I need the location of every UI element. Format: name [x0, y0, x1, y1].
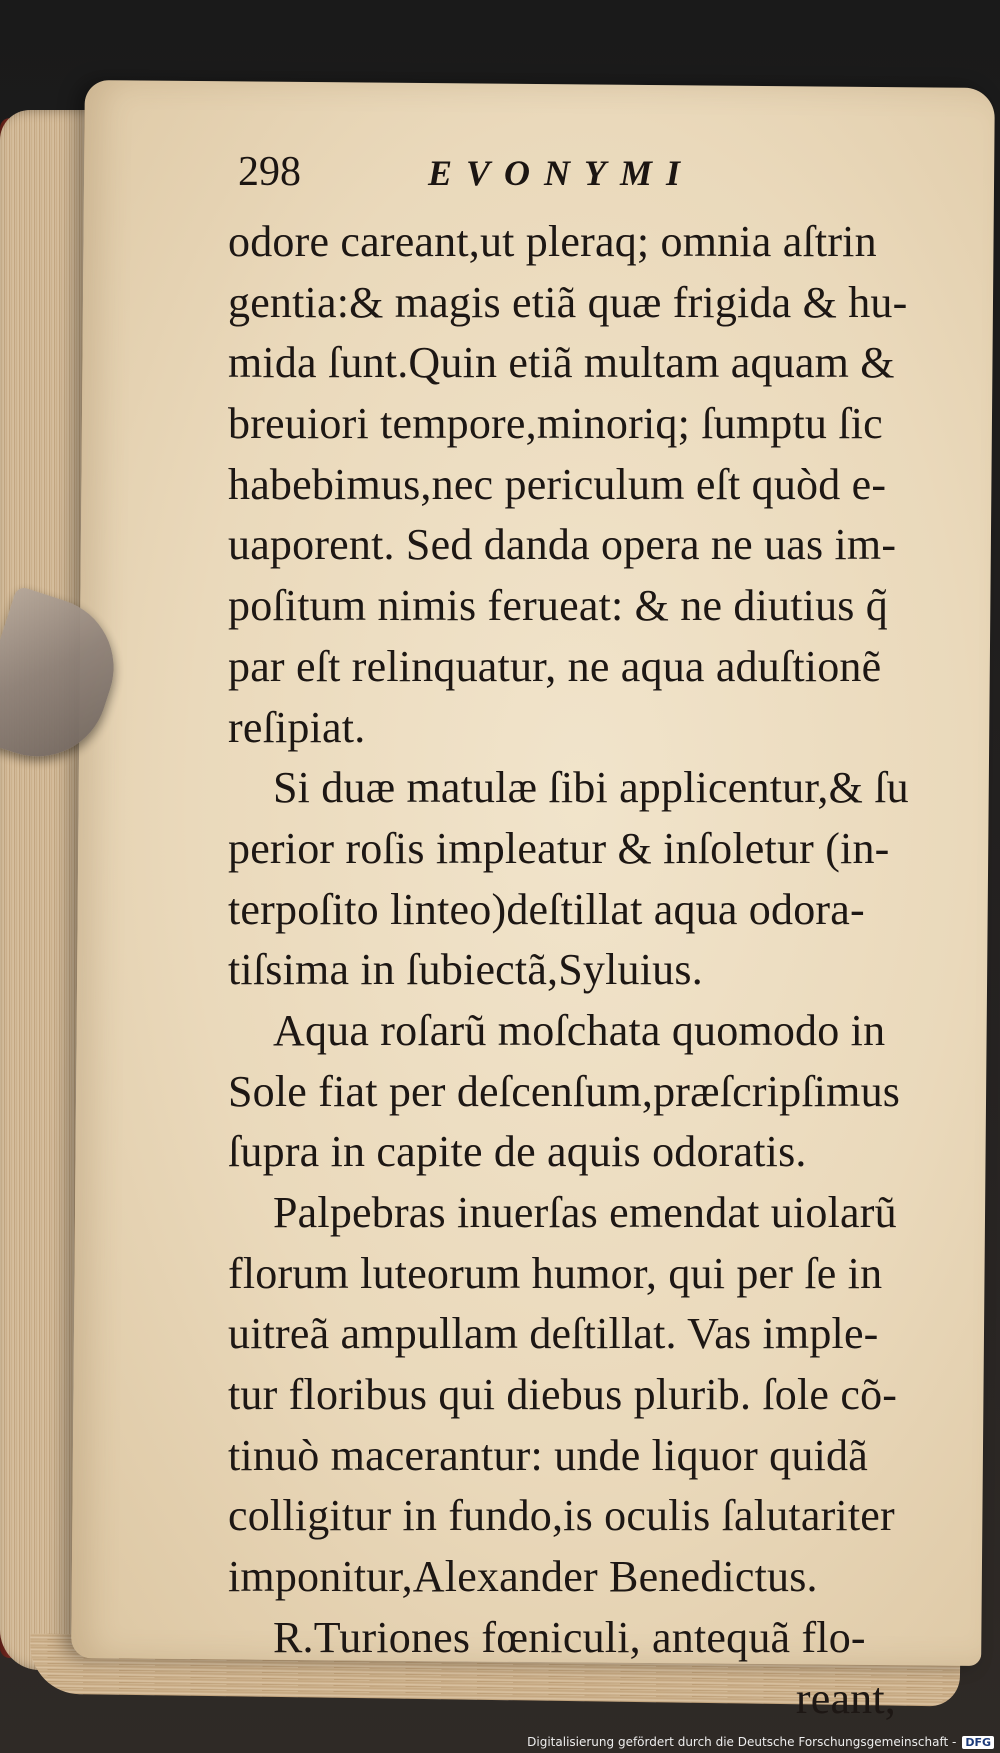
digitization-credit — [527, 1735, 994, 1749]
dfg-logo: DFG — [962, 1736, 994, 1749]
text-line: reſipiat. — [228, 702, 366, 752]
text-line: colligitur in fundo,is oculis ſalutariter — [228, 1491, 895, 1541]
body-text — [228, 212, 928, 1729]
text-line: florum luteorum humor, qui per ſe in — [228, 1248, 883, 1298]
text-line: Palpebras inuerſas emendat uiolarũ — [273, 1188, 897, 1237]
page-number: 298 — [238, 149, 301, 195]
text-line: terpoſito linteo)deſtillat aqua odora- — [228, 884, 865, 934]
text-line: R.Turiones fœniculi, antequã flo- — [273, 1612, 866, 1662]
text-line: tinuò macerantur: unde liquor quidã — [228, 1430, 868, 1480]
text-line: odore careant,ut pleraq; omnia aſtrin — [228, 217, 877, 266]
text-line: gentia:& magis etiã quæ frigida & hu- — [228, 277, 908, 327]
running-head: EVONYMI — [428, 153, 695, 193]
text-line: imponitur,Alexander Benedictus. — [228, 1552, 818, 1602]
catchword: reant, — [795, 1673, 896, 1723]
text-line: Si duæ matulæ ſibi applicentur,& ſu — [273, 763, 909, 813]
text-line: uaporent. Sed danda opera ne uas im- — [228, 520, 897, 570]
text-line: Aqua roſarũ moſchata quomodo in — [273, 1005, 886, 1055]
text-line: par eſt relinquatur, ne aqua aduſtionẽ — [228, 641, 882, 691]
text-line: habebimus,nec periculum eſt quòd e- — [228, 459, 887, 509]
text-line: poſitum nimis ferueat: & ne diutius q̃ — [228, 581, 888, 631]
text-line: tur floribus qui diebus plurib. ſole cõ- — [228, 1370, 898, 1420]
text-line: breuiori tempore,minoriq; ſumptu ſic — [228, 399, 883, 449]
text-line: perior roſis impleatur & inſoletur (in- — [228, 823, 890, 873]
text-line: tiſsima in ſubiectã,Syluius. — [228, 945, 703, 995]
text-line: uitreã ampullam deſtillat. Vas imple- — [228, 1309, 879, 1359]
text-line: Sole fiat per deſcenſum,præſcripſimus — [228, 1066, 901, 1116]
credit-text: Digitalisierung gefördert durch die Deutsche Forschungsgemeinschaft - — [527, 1735, 957, 1749]
page-header — [238, 148, 838, 200]
text-line: ſupra in capite de aquis odoratis. — [228, 1127, 807, 1177]
text-line: mida ſunt.Quin etiã multam aquam & — [228, 338, 895, 388]
